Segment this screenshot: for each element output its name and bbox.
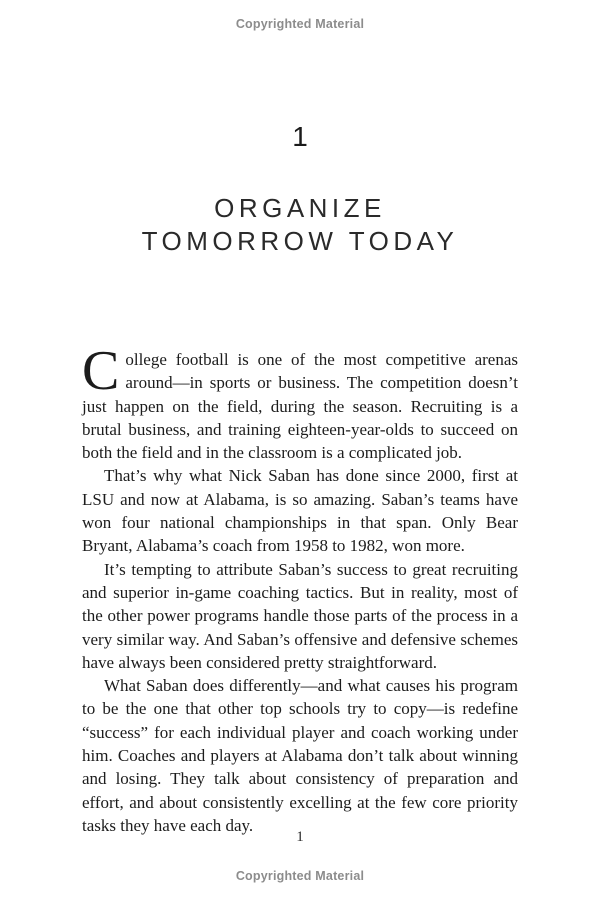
body-text xyxy=(82,340,518,837)
chapter-number: 1 xyxy=(292,121,308,152)
paragraph-3: It’s tempting to attribute Saban’s success to great recruiting and superior in-game coaching tactics. But in reality, most of the other power programs handle those parts of the process in a very similar way. And Saban’s offensive and defensive schemes have always been considered pretty straightforward. xyxy=(82,559,518,672)
drop-cap: C xyxy=(82,340,120,402)
paragraph-2: That’s why what Nick Saban has done since 2000, first at LSU and now at Alabama, is so amazing. Saban’s teams have won four national championships in that span. Only Bear Bryant, Alabama’s coach from 1958 to 1982, won more. xyxy=(82,466,518,556)
chapter-title-line1: ORGANIZE xyxy=(214,193,386,223)
page-number: 1 xyxy=(296,829,304,845)
chapter-title xyxy=(0,192,600,258)
paragraph-1-text: ollege football is one of the most competitive arenas around—in sports or business. The competition doesn’t just happen on the field, during the season. Recruiting is a brutal business, and training eighteen-year-olds to succeed on both the field and in the classroom is a complicated job. xyxy=(82,350,518,463)
paragraph-1 xyxy=(82,340,518,464)
paragraph-4: What Saban does differently—and what causes his program to be the one that other top schools try to copy—is redefine “success” for each individual player and coach working under him. Coaches and players at Alabama don’t talk about winning and losing. They talk about consistency of preparation and effort, and about consistently excelling at the few core priority tasks they have each day. xyxy=(82,676,518,835)
copyright-notice-footer: Copyrighted Material xyxy=(235,869,365,883)
chapter-title-line2: TOMORROW TODAY xyxy=(141,226,459,256)
copyright-notice-header: Copyrighted Material xyxy=(235,17,365,31)
